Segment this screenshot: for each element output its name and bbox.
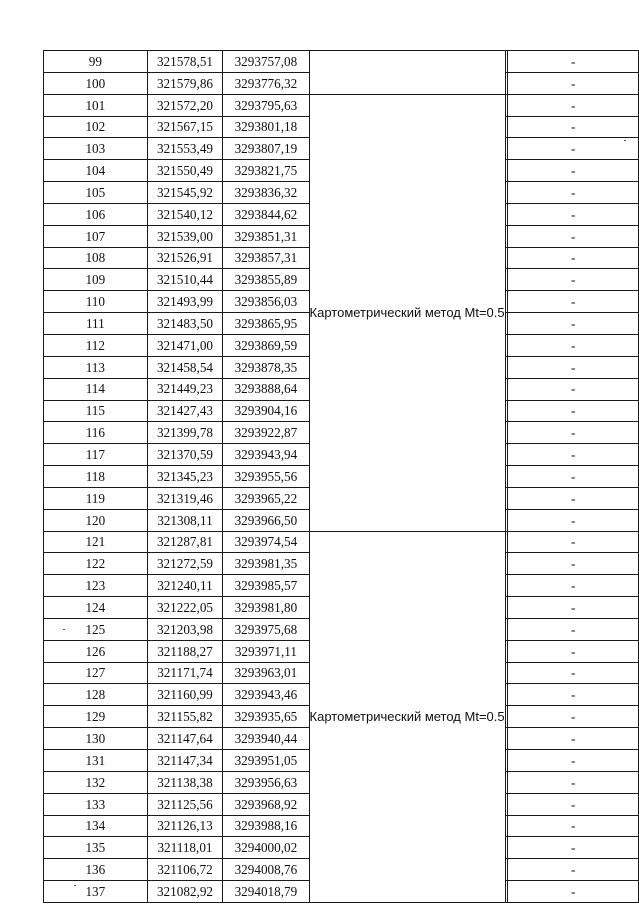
- x-coordinate-cell: 321240,11: [147, 575, 223, 597]
- point-number-cell: 102: [44, 116, 148, 138]
- y-coordinate-cell: 3293974,54: [223, 531, 309, 553]
- accuracy-cell: -: [508, 837, 639, 859]
- y-coordinate-cell: 3293943,46: [223, 684, 309, 706]
- x-coordinate-cell: 321222,05: [147, 597, 223, 619]
- accuracy-cell: -: [508, 793, 639, 815]
- accuracy-cell: -: [508, 750, 639, 772]
- x-coordinate-cell: 321579,86: [147, 72, 223, 94]
- y-coordinate-cell: 3293878,35: [223, 356, 309, 378]
- point-number-cell: 127: [44, 662, 148, 684]
- point-number-cell: 122: [44, 553, 148, 575]
- point-number-cell: 137: [44, 881, 148, 903]
- point-number-cell: 135: [44, 837, 148, 859]
- x-coordinate-cell: 321345,23: [147, 466, 223, 488]
- x-coordinate-cell: 321138,38: [147, 771, 223, 793]
- point-number-cell: 100: [44, 72, 148, 94]
- accuracy-cell: -: [508, 182, 639, 204]
- point-number-cell: 103: [44, 138, 148, 160]
- accuracy-cell: -: [508, 444, 639, 466]
- accuracy-cell: -: [508, 313, 639, 335]
- x-coordinate-cell: 321458,54: [147, 356, 223, 378]
- point-number-cell: 131: [44, 750, 148, 772]
- accuracy-cell: -: [508, 291, 639, 313]
- x-coordinate-cell: 321567,15: [147, 116, 223, 138]
- point-number-cell: 121: [44, 531, 148, 553]
- x-coordinate-cell: 321449,23: [147, 378, 223, 400]
- accuracy-cell: -: [508, 116, 639, 138]
- y-coordinate-cell: 3293971,11: [223, 640, 309, 662]
- y-coordinate-cell: 3293988,16: [223, 815, 309, 837]
- point-number-cell: 113: [44, 356, 148, 378]
- x-coordinate-cell: 321171,74: [147, 662, 223, 684]
- accuracy-cell: -: [508, 487, 639, 509]
- y-coordinate-cell: 3293963,01: [223, 662, 309, 684]
- point-number-cell: 125: [44, 618, 148, 640]
- x-coordinate-cell: 321147,34: [147, 750, 223, 772]
- point-number-cell: 117: [44, 444, 148, 466]
- accuracy-cell: -: [508, 378, 639, 400]
- accuracy-cell: -: [508, 334, 639, 356]
- method-cell: Картометрический метод Mt=0.5: [309, 531, 505, 902]
- x-coordinate-cell: 321493,99: [147, 291, 223, 313]
- y-coordinate-cell: 3293940,44: [223, 728, 309, 750]
- y-coordinate-cell: 3293795,63: [223, 94, 309, 116]
- point-number-cell: 111: [44, 313, 148, 335]
- accuracy-cell: -: [508, 422, 639, 444]
- accuracy-cell: -: [508, 771, 639, 793]
- y-coordinate-cell: 3294018,79: [223, 881, 309, 903]
- y-coordinate-cell: 3293776,32: [223, 72, 309, 94]
- x-coordinate-cell: 321471,00: [147, 334, 223, 356]
- x-coordinate-cell: 321539,00: [147, 225, 223, 247]
- x-coordinate-cell: 321483,50: [147, 313, 223, 335]
- x-coordinate-cell: 321272,59: [147, 553, 223, 575]
- accuracy-cell: -: [508, 356, 639, 378]
- y-coordinate-cell: 3293836,32: [223, 182, 309, 204]
- scan-speck: [624, 140, 626, 141]
- y-coordinate-cell: 3293844,62: [223, 203, 309, 225]
- x-coordinate-cell: 321203,98: [147, 618, 223, 640]
- point-number-cell: 129: [44, 706, 148, 728]
- y-coordinate-cell: 3293965,22: [223, 487, 309, 509]
- x-coordinate-cell: 321308,11: [147, 509, 223, 531]
- x-coordinate-cell: 321319,46: [147, 487, 223, 509]
- x-coordinate-cell: 321160,99: [147, 684, 223, 706]
- point-number-cell: 114: [44, 378, 148, 400]
- accuracy-cell: -: [508, 684, 639, 706]
- accuracy-cell: -: [508, 881, 639, 903]
- point-number-cell: 128: [44, 684, 148, 706]
- y-coordinate-cell: 3293857,31: [223, 247, 309, 269]
- y-coordinate-cell: 3294000,02: [223, 837, 309, 859]
- x-coordinate-cell: 321510,44: [147, 269, 223, 291]
- point-number-cell: 120: [44, 509, 148, 531]
- method-cell: Картометрический метод Mt=0.5: [309, 94, 505, 531]
- y-coordinate-cell: 3293807,19: [223, 138, 309, 160]
- accuracy-cell: -: [508, 94, 639, 116]
- point-number-cell: 126: [44, 640, 148, 662]
- table-row: [44, 531, 639, 553]
- y-coordinate-cell: 3293851,31: [223, 225, 309, 247]
- y-coordinate-cell: 3293888,64: [223, 378, 309, 400]
- y-coordinate-cell: 3293968,92: [223, 793, 309, 815]
- y-coordinate-cell: 3293856,03: [223, 291, 309, 313]
- accuracy-cell: -: [508, 597, 639, 619]
- point-number-cell: 104: [44, 160, 148, 182]
- y-coordinate-cell: 3293955,56: [223, 466, 309, 488]
- point-number-cell: 119: [44, 487, 148, 509]
- point-number-cell: 109: [44, 269, 148, 291]
- accuracy-cell: -: [508, 138, 639, 160]
- y-coordinate-cell: 3293981,35: [223, 553, 309, 575]
- point-number-cell: 99: [44, 51, 148, 73]
- x-coordinate-cell: 321550,49: [147, 160, 223, 182]
- coordinates-table-body: [44, 51, 639, 903]
- point-number-cell: 108: [44, 247, 148, 269]
- point-number-cell: 130: [44, 728, 148, 750]
- x-coordinate-cell: 321399,78: [147, 422, 223, 444]
- accuracy-cell: -: [508, 859, 639, 881]
- y-coordinate-cell: 3293975,68: [223, 618, 309, 640]
- accuracy-cell: -: [508, 269, 639, 291]
- point-number-cell: 123: [44, 575, 148, 597]
- accuracy-cell: -: [508, 247, 639, 269]
- table-row: [44, 94, 639, 116]
- accuracy-cell: -: [508, 575, 639, 597]
- x-coordinate-cell: 321427,43: [147, 400, 223, 422]
- point-number-cell: 132: [44, 771, 148, 793]
- accuracy-cell: -: [508, 815, 639, 837]
- accuracy-cell: -: [508, 706, 639, 728]
- point-number-cell: 134: [44, 815, 148, 837]
- y-coordinate-cell: 3293985,57: [223, 575, 309, 597]
- accuracy-cell: -: [508, 618, 639, 640]
- y-coordinate-cell: 3293904,16: [223, 400, 309, 422]
- x-coordinate-cell: 321287,81: [147, 531, 223, 553]
- x-coordinate-cell: 321526,91: [147, 247, 223, 269]
- accuracy-cell: -: [508, 662, 639, 684]
- x-coordinate-cell: 321578,51: [147, 51, 223, 73]
- x-coordinate-cell: 321106,72: [147, 859, 223, 881]
- point-number-cell: 101: [44, 94, 148, 116]
- x-coordinate-cell: 321370,59: [147, 444, 223, 466]
- method-cell: [309, 51, 505, 95]
- accuracy-cell: -: [508, 640, 639, 662]
- x-coordinate-cell: 321155,82: [147, 706, 223, 728]
- y-coordinate-cell: 3293821,75: [223, 160, 309, 182]
- x-coordinate-cell: 321126,13: [147, 815, 223, 837]
- accuracy-cell: -: [508, 466, 639, 488]
- accuracy-cell: -: [508, 553, 639, 575]
- y-coordinate-cell: 3294008,76: [223, 859, 309, 881]
- accuracy-cell: -: [508, 51, 639, 73]
- x-coordinate-cell: 321540,12: [147, 203, 223, 225]
- y-coordinate-cell: 3293951,05: [223, 750, 309, 772]
- x-coordinate-cell: 321553,49: [147, 138, 223, 160]
- y-coordinate-cell: 3293956,63: [223, 771, 309, 793]
- y-coordinate-cell: 3293966,50: [223, 509, 309, 531]
- accuracy-cell: -: [508, 531, 639, 553]
- point-number-cell: 116: [44, 422, 148, 444]
- scan-speck: [63, 629, 65, 630]
- y-coordinate-cell: 3293981,80: [223, 597, 309, 619]
- x-coordinate-cell: 321125,56: [147, 793, 223, 815]
- y-coordinate-cell: 3293865,95: [223, 313, 309, 335]
- point-number-cell: 105: [44, 182, 148, 204]
- accuracy-cell: -: [508, 400, 639, 422]
- point-number-cell: 136: [44, 859, 148, 881]
- x-coordinate-cell: 321082,92: [147, 881, 223, 903]
- x-coordinate-cell: 321545,92: [147, 182, 223, 204]
- point-number-cell: 106: [44, 203, 148, 225]
- accuracy-cell: -: [508, 160, 639, 182]
- y-coordinate-cell: 3293922,87: [223, 422, 309, 444]
- point-number-cell: 115: [44, 400, 148, 422]
- y-coordinate-cell: 3293801,18: [223, 116, 309, 138]
- scan-speck: [74, 885, 76, 886]
- point-number-cell: 133: [44, 793, 148, 815]
- y-coordinate-cell: 3293869,59: [223, 334, 309, 356]
- point-number-cell: 124: [44, 597, 148, 619]
- x-coordinate-cell: 321188,27: [147, 640, 223, 662]
- x-coordinate-cell: 321147,64: [147, 728, 223, 750]
- y-coordinate-cell: 3293935,65: [223, 706, 309, 728]
- point-number-cell: 110: [44, 291, 148, 313]
- y-coordinate-cell: 3293757,08: [223, 51, 309, 73]
- accuracy-cell: -: [508, 509, 639, 531]
- table-row: [44, 51, 639, 73]
- point-number-cell: 118: [44, 466, 148, 488]
- y-coordinate-cell: 3293855,89: [223, 269, 309, 291]
- accuracy-cell: -: [508, 728, 639, 750]
- coordinates-table: [43, 50, 639, 903]
- point-number-cell: 112: [44, 334, 148, 356]
- y-coordinate-cell: 3293943,94: [223, 444, 309, 466]
- point-number-cell: 107: [44, 225, 148, 247]
- x-coordinate-cell: 321572,20: [147, 94, 223, 116]
- accuracy-cell: -: [508, 203, 639, 225]
- accuracy-cell: -: [508, 225, 639, 247]
- accuracy-cell: -: [508, 72, 639, 94]
- x-coordinate-cell: 321118,01: [147, 837, 223, 859]
